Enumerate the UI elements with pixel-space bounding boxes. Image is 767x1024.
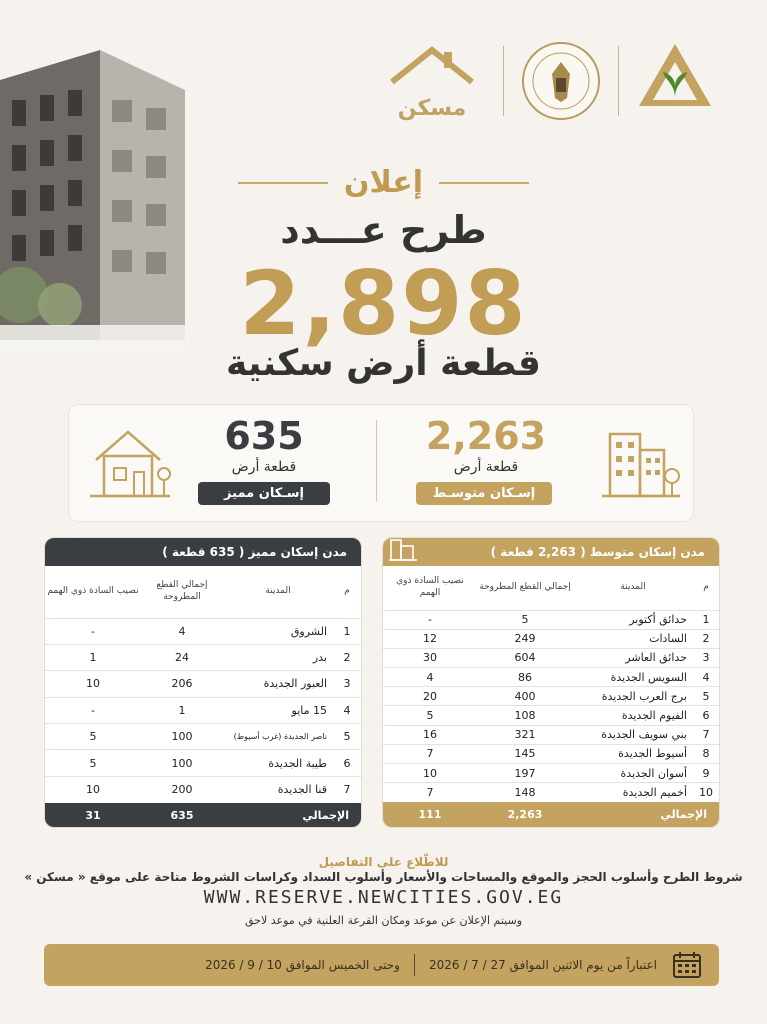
row-total-plots: 86 [477, 668, 573, 687]
row-disabled-share: 10 [45, 776, 141, 802]
row-total-plots: 4 [141, 618, 223, 644]
row-total-plots: 1 [141, 697, 223, 723]
medium-table-grid [383, 566, 719, 828]
table-row [45, 644, 361, 670]
row-city: حدائق أكتوبر [573, 610, 693, 629]
end-date: وحتى الخميس الموافق 10 / 9 / 2026 [205, 958, 400, 972]
col-total-plots: إجمالي القطع المطروحة [156, 580, 208, 602]
row-index: 9 [693, 764, 719, 783]
row-city: ناصر الجديدة (غرب أسيوط) [223, 724, 333, 750]
row-disabled-share: 4 [383, 668, 477, 687]
org-logo-icon [635, 40, 715, 122]
premium-housing-badge: إسـكان مميز [198, 482, 330, 505]
total-plots: 635 [170, 809, 194, 823]
table-row [383, 648, 719, 667]
row-city: 15 مايو [223, 697, 333, 723]
row-disabled-share: - [45, 697, 141, 723]
calendar-icon [671, 950, 703, 980]
row-index: 6 [333, 750, 361, 776]
row-total-plots: 206 [141, 671, 223, 697]
offering-label: طرح عـــدد [280, 208, 487, 252]
row-disabled-share: 5 [383, 706, 477, 725]
row-index: 3 [333, 671, 361, 697]
row-index: 2 [693, 629, 719, 648]
col-city: المدينة [620, 581, 646, 592]
total-label: الإجمالي [660, 808, 707, 822]
maskan-logo [377, 42, 487, 121]
row-disabled-share: 5 [45, 750, 141, 776]
row-index: 4 [693, 668, 719, 687]
row-total-plots: 197 [477, 764, 573, 783]
row-total-plots: 604 [477, 648, 573, 667]
row-index: 7 [693, 725, 719, 744]
row-city: أسيوط الجديدة [573, 744, 693, 763]
row-disabled-share: 7 [383, 783, 477, 802]
premium-count: 635 [224, 414, 304, 458]
buildings-icon [388, 536, 418, 562]
row-index: 8 [693, 744, 719, 763]
row-city: الشروق [223, 618, 333, 644]
premium-cities-table [44, 537, 362, 828]
row-index: 5 [333, 724, 361, 750]
col-index: م [344, 585, 350, 596]
row-total-plots: 5 [477, 610, 573, 629]
row-total-plots: 100 [141, 724, 223, 750]
row-index: 7 [333, 776, 361, 802]
row-index: 10 [693, 783, 719, 802]
row-index: 3 [693, 648, 719, 667]
row-city: الفيوم الجديدة [573, 706, 693, 725]
medium-table-header [383, 538, 719, 566]
row-total-plots: 148 [477, 783, 573, 802]
details-heading: للاطّلاع على التفاصيل [318, 855, 449, 869]
announcement-heading [0, 165, 767, 200]
row-city: طيبة الجديدة [223, 750, 333, 776]
row-index: 5 [693, 687, 719, 706]
row-total-plots: 145 [477, 744, 573, 763]
start-date: اعتباراً من يوم الاثنين الموافق 27 / 7 / 2026 [428, 958, 657, 972]
ministry-seal-icon [520, 40, 602, 122]
row-city: قنا الجديدة [223, 776, 333, 802]
col-disabled-share: نصيب السادة ذوي الهمم [396, 576, 464, 598]
dates-bar [44, 944, 719, 986]
decorative-line [439, 182, 529, 184]
table-row [45, 671, 361, 697]
medium-cities-table [382, 537, 720, 828]
row-disabled-share: 10 [45, 671, 141, 697]
row-city: بني سويف الجديدة [573, 725, 693, 744]
col-total-plots: إجمالي القطع المطروحة [479, 581, 571, 592]
table-row [45, 697, 361, 723]
row-city: بدر [223, 644, 333, 670]
premium-unit: قطعة أرض [231, 459, 297, 475]
table-row [383, 610, 719, 629]
row-total-plots: 200 [141, 776, 223, 802]
total-row [45, 803, 361, 828]
total-plots-number: 2,898 [239, 252, 528, 355]
premium-table-title: مدن إسكان مميز ( 635 قطعة ) [162, 545, 347, 559]
maskan-logo-text: مسكن [397, 95, 467, 121]
row-city: برج العرب الجديدة [573, 687, 693, 706]
table-row [383, 687, 719, 706]
table-row [383, 725, 719, 744]
row-disabled-share: 10 [383, 764, 477, 783]
premium-table-grid [45, 566, 361, 828]
row-disabled-share: 12 [383, 629, 477, 648]
row-disabled-share: 20 [383, 687, 477, 706]
row-index: 2 [333, 644, 361, 670]
row-index: 6 [693, 706, 719, 725]
total-disabled: 111 [418, 808, 442, 822]
decorative-line [238, 182, 328, 184]
row-city: السادات [573, 629, 693, 648]
total-label: الإجمالي [302, 809, 349, 823]
row-city: العبور الجديدة [223, 671, 333, 697]
col-disabled-share: نصيب السادة ذوي الهمم [47, 585, 139, 596]
medium-unit: قطعة أرض [453, 459, 519, 475]
house-roof-icon [382, 42, 482, 92]
row-total-plots: 400 [477, 687, 573, 706]
row-city: السويس الجديدة [573, 668, 693, 687]
table-row [383, 668, 719, 687]
house-icon [88, 424, 172, 500]
medium-table-title: مدن إسكان متوسط ( 2,263 قطعة ) [490, 545, 705, 559]
row-disabled-share: 30 [383, 648, 477, 667]
row-index: 1 [693, 610, 719, 629]
header-logos [377, 40, 715, 122]
row-city: أسوان الجديدة [573, 764, 693, 783]
table-row [383, 764, 719, 783]
divider [503, 46, 504, 116]
table-row [383, 744, 719, 763]
details-line: شروط الطرح وأسلوب الحجز والموقع والمساحات والأسعار وأسلوب السداد وكراسات الشروط متاحة على موقع « مسكن » [24, 870, 743, 884]
row-disabled-share: - [383, 610, 477, 629]
total-plots: 2,263 [507, 808, 543, 822]
row-disabled-share: - [45, 618, 141, 644]
diamond-icon [58, 538, 92, 564]
row-disabled-share: 1 [45, 644, 141, 670]
table-row [45, 750, 361, 776]
row-total-plots: 108 [477, 706, 573, 725]
lottery-note: وسيتم الإعلان عن موعد ومكان القرعة العلنية في موعد لاحق [244, 914, 523, 927]
table-row [383, 783, 719, 802]
row-disabled-share: 7 [383, 744, 477, 763]
premium-table-header [45, 538, 361, 566]
table-row [383, 629, 719, 648]
row-city: أخميم الجديدة [573, 783, 693, 802]
announcement-label: إعلان [343, 165, 424, 200]
row-total-plots: 100 [141, 750, 223, 776]
page-subtitle: قطعة أرض سكنية [226, 343, 541, 384]
table-row [45, 618, 361, 644]
row-index: 1 [333, 618, 361, 644]
summary-divider [376, 420, 377, 502]
table-row [45, 724, 361, 750]
row-total-plots: 321 [477, 725, 573, 744]
col-index: م [703, 581, 709, 592]
row-total-plots: 24 [141, 644, 223, 670]
medium-housing-badge: إسـكان متوسـط [416, 482, 552, 505]
row-disabled-share: 16 [383, 725, 477, 744]
total-disabled: 31 [85, 809, 101, 823]
row-index: 4 [333, 697, 361, 723]
col-city: المدينة [265, 585, 291, 596]
table-row [383, 706, 719, 725]
apartment-building-icon [598, 424, 682, 500]
row-total-plots: 249 [477, 629, 573, 648]
website-link[interactable]: WWW.RESERVE.NEWCITIES.GOV.EG [203, 887, 564, 908]
table-row [45, 776, 361, 802]
total-row [383, 802, 719, 828]
medium-count: 2,263 [425, 414, 547, 458]
row-disabled-share: 5 [45, 724, 141, 750]
divider [618, 46, 619, 116]
row-city: حدائق العاشر [573, 648, 693, 667]
divider [414, 954, 415, 976]
